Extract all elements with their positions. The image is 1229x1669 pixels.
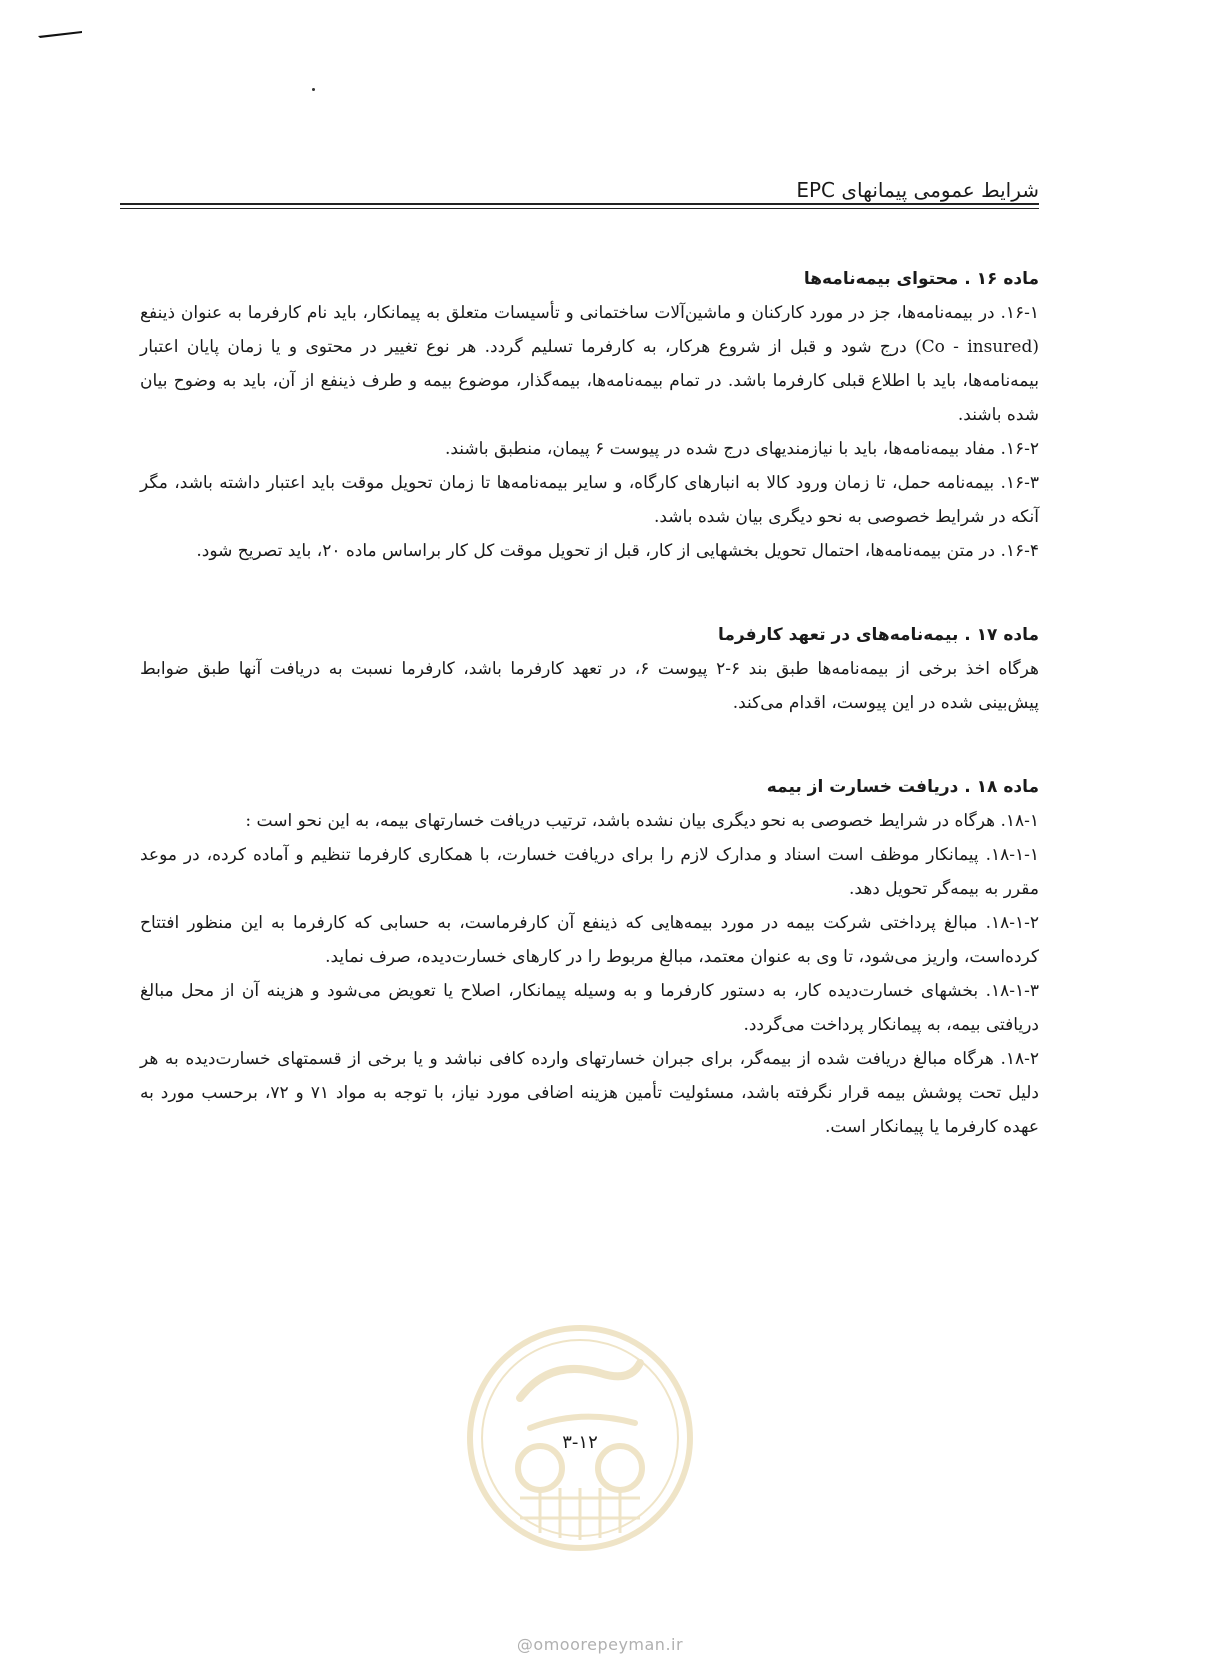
watermark-text: @omoorepeyman.ir [516,1635,684,1654]
scan-speck [312,88,315,91]
clause: ۱۶-۲. مفاد بیمه‌نامه‌ها، باید با نیازمندیهای درج شده در پیوست ۶ پیمان، منطبق باشند. [444,439,1039,459]
clause: ۱۶-۳. بیمه‌نامه حمل، تا زمان ورود کالا به انبارهای کارگاه، و سایر بیمه‌نامه‌ها تا زمان تحویل موقت باید اعتبار داشته باشد، مگر آنکه در شرایط خصوصی به نحو دیگری بیان شده باشد. [140,473,1039,527]
page-header: شرایط عمومی پیمانهای EPC [796,178,1039,202]
clause: ۱۶-۱. در بیمه‌نامه‌ها، جز در مورد کارکنان و ماشین‌آلات ساختمانی و تأسیسات متعلق به پیمانکار، باید نام کارفرما به عنوان ذینفع (Co - insured) درج شود و قبل از شروع هرکار، به کارفرما تسلیم گردد. هر نوع تغییر در محتوی و یا زمان پایان اعتبار بیمه‌نامه‌ها، باید با اطلاع قبلی کارفرما باشد. در تمام بیمه‌نامه‌ها، بیمه‌گذار، موضوع بیمه و طرف ذینفع از آن، باید به وضوح بیان شده باشند. [140,303,1039,425]
clause: ۱۸-۱-۱. پیمانکار موظف است اسناد و مدارک لازم را برای دریافت خسارت، با همکاری کارفرما تنظیم و آماده کرده، در موعد مقرر به بیمه‌گر تحویل دهد. [140,845,1039,899]
article-18 [140,770,1039,1144]
article-heading: ماده ۱۶ . محتوای بیمه‌نامه‌ها [803,269,1039,289]
document-body [140,262,1039,1144]
section-gap [140,720,1039,770]
clause: ۱۸-۱-۲. مبالغ پرداختی شرکت بیمه در مورد بیمه‌هایی که ذینفع آن کارفرماست، به حسابی که کارفرما به این منظور افتتاح کرده‌است، واریز می‌شود، تا وی به عنوان معتمد، مبالغ مربوط را در کارهای خسارت‌دیده، صرف نماید. [140,913,1039,967]
clause: هرگاه اخذ برخی از بیمه‌نامه‌ها طبق بند ۶-۲ پیوست ۶، در تعهد کارفرما باشد، کارفرما نسبت به دریافت آنها طبق ضوابط پیش‌بینی شده در این پیوست، اقدام می‌کند. [140,659,1039,713]
section-gap [140,568,1039,618]
header-rule-top [120,203,1039,205]
article-17 [140,618,1039,720]
page-number: ۳-۱۲ [562,1432,598,1453]
clause: ۱۸-۱-۳. بخشهای خسارت‌دیده کار، به دستور کارفرما و به وسیله پیمانکار، اصلاح یا تعویض می‌شود و هزینه آن از محل مبالغ دریافتی بیمه، به پیمانکار پرداخت می‌گردد. [140,981,1039,1035]
article-heading: ماده ۱۷ . بیمه‌نامه‌های در تعهد کارفرما [718,625,1039,645]
article-heading: ماده ۱۸ . دریافت خسارت از بیمه [766,777,1039,797]
clause: ۱۸-۲. هرگاه مبالغ دریافت شده از بیمه‌گر، برای جبران خسارتهای وارده کافی نباشد و یا برخی از قسمتهای خسارت‌دیده به هر دلیل تحت پوشش بیمه قرار نگرفته باشد، مسئولیت تأمین هزینه اضافی مورد نیاز، با توجه به مواد ۷۱ و ۷۲، برحسب مورد به عهده کارفرما یا پیمانکار است. [140,1049,1039,1137]
clause: ۱۶-۴. در متن بیمه‌نامه‌ها، احتمال تحویل بخشهایی از کار، قبل از تحویل موقت کل کار براساس ماده ۲۰، باید تصریح شود. [196,541,1039,561]
scan-mark [38,30,82,38]
header-rule-bottom [120,208,1039,209]
clause: ۱۸-۱. هرگاه در شرایط خصوصی به نحو دیگری بیان نشده باشد، ترتیب دریافت خسارتهای بیمه، به این نحو است : [245,811,1039,831]
article-16 [140,262,1039,568]
